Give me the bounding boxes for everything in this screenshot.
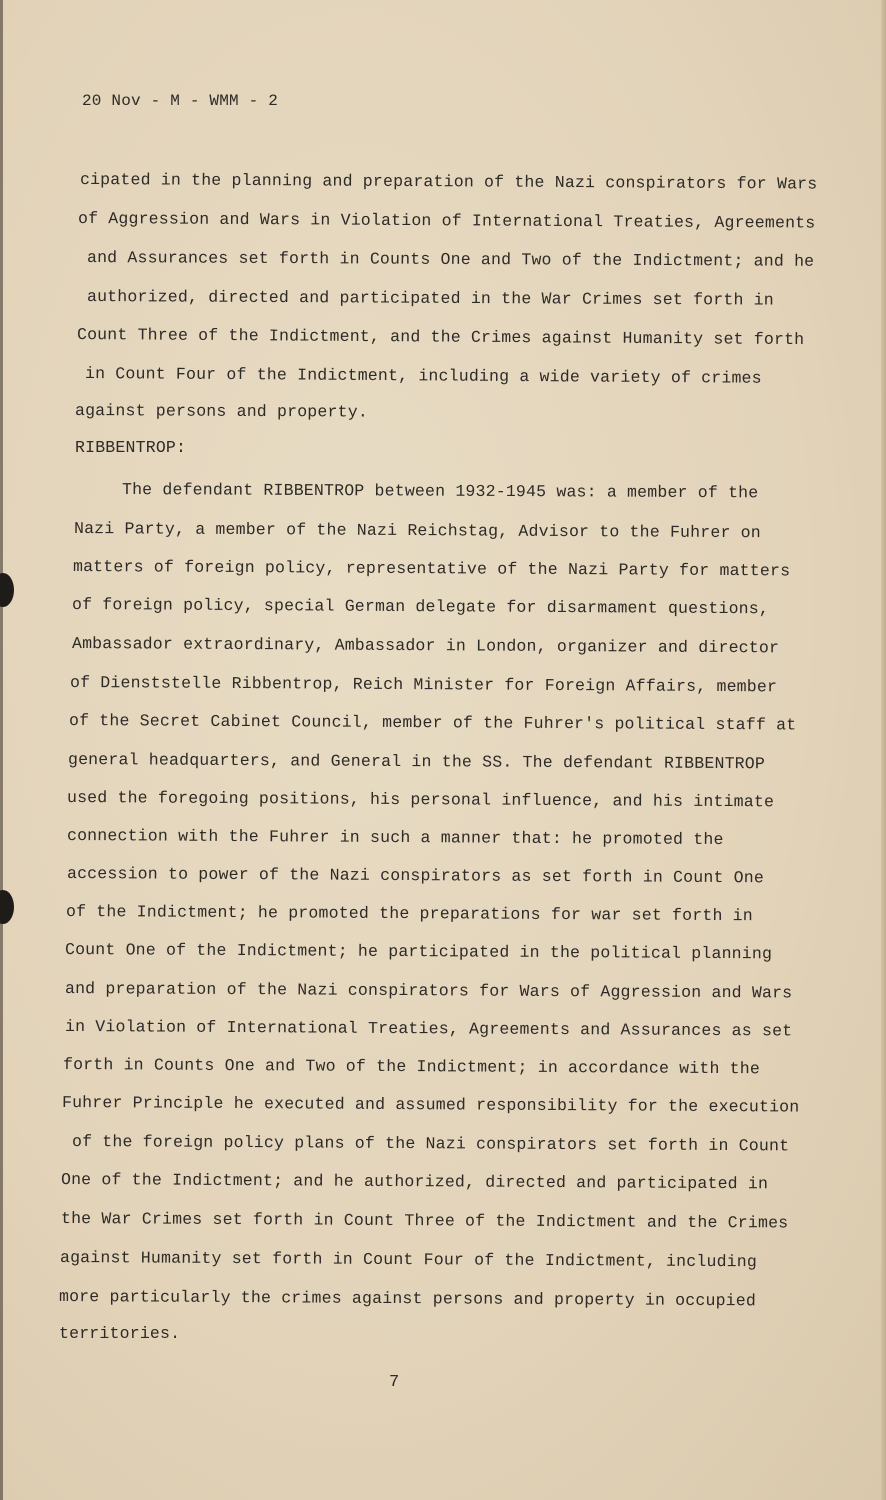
text-line: cipated in the planning and preparation of the Nazi conspirators for Wars [79, 170, 818, 194]
text-line: against Humanity set forth in Count Four of the Indictment, including [59, 1248, 758, 1272]
text-line: used the foregoing positions, his personal influence, and his intimate [66, 788, 775, 812]
page-right-edge [881, 0, 886, 1500]
text-line: connection with the Fuhrer in such a manner that: he promoted the [66, 826, 724, 850]
text-line: Count One of the Indictment; he participated in the political planning [64, 940, 773, 964]
text-line: and Assurances set forth in Counts One and Two of the Indictment; and he [86, 248, 815, 271]
page-number: 7 [389, 1373, 400, 1392]
page-header: 20 Nov - M - WMM - 2 [82, 92, 279, 110]
punch-hole [0, 890, 14, 924]
text-line: Count Three of the Indictment, and the Crimes against Humanity set forth [76, 325, 805, 350]
text-line: and preparation of the Nazi conspirators for Wars of Aggression and Wars [64, 979, 793, 1003]
text-line: in Violation of International Treaties, Agreements and Assurances as set [64, 1017, 793, 1041]
text-line: against persons and property. [74, 401, 368, 422]
text-line: of the Indictment; he promoted the preparations for war set forth in [65, 902, 753, 926]
text-line: One of the Indictment; and he authorized, directed and participated in [60, 1170, 769, 1194]
page-left-edge [0, 0, 3, 1500]
text-line: authorized, directed and participated in the War Crimes set forth in [86, 287, 774, 310]
text-line: Fuhrer Principle he executed and assumed responsibility for the execution [61, 1093, 800, 1117]
text-line: more particularly the crimes against persons and property in occupied [58, 1287, 757, 1311]
text-line: of the Secret Cabinet Council, member of the Fuhrer's political staff at [68, 711, 797, 735]
text-line: the War Crimes set forth in Count Three of the Indictment and the Crimes [60, 1209, 789, 1233]
punch-hole [0, 573, 14, 607]
text-line: matters of foreign policy, representative of the Nazi Party for matters [72, 557, 791, 581]
text-line: The defendant RIBBENTROP between 1932-1945 was: a member of the [121, 480, 759, 503]
text-line: accession to power of the Nazi conspirators as set forth in Count One [66, 864, 765, 888]
text-line: of the foreign policy plans of the Nazi conspirators set forth in Count [71, 1132, 790, 1156]
text-line: in Count Four of the Indictment, including a wide variety of crimes [84, 364, 762, 388]
section-heading: RIBBENTROP: [75, 438, 187, 457]
text-line: general headquarters, and General in the SS. The defendant RIBBENTROP [67, 750, 766, 774]
text-line: Ambassador extraordinary, Ambassador in London, organizer and director [71, 634, 780, 658]
text-line: territories. [59, 1324, 181, 1343]
text-line: of foreign policy, special German delegate for disarmament questions, [71, 595, 770, 619]
text-line: of Aggression and Wars in Violation of International Treaties, Agreements [77, 209, 816, 233]
text-line: forth in Counts One and Two of the Indictment; in accordance with the [62, 1055, 761, 1079]
text-line: of Dienststelle Ribbentrop, Reich Minister for Foreign Affairs, member [69, 673, 778, 697]
text-line: Nazi Party, a member of the Nazi Reichstag, Advisor to the Fuhrer on [73, 519, 761, 543]
